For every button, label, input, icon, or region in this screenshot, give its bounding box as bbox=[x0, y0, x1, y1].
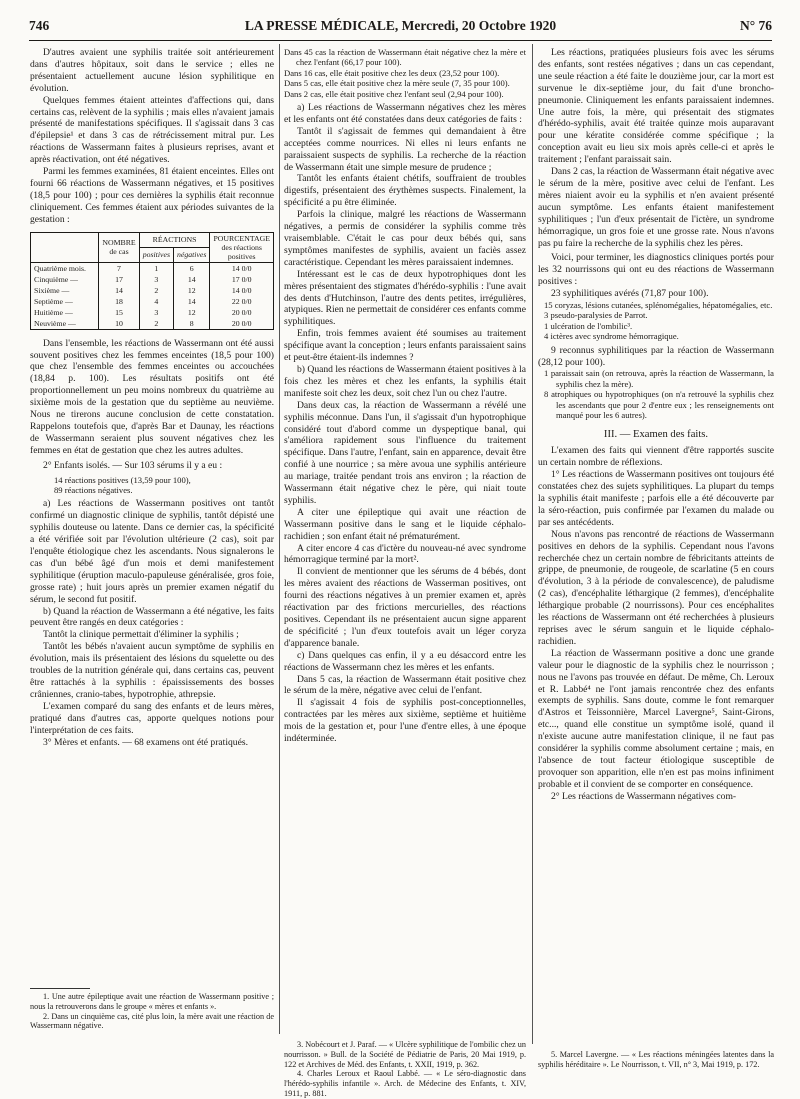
paragraph: b) Quand les réactions de Wassermann étaient positives à la fois chez les mères et chez les enfants, la syphilis était manifeste soit chez les deux, soit chez l'un ou chez l'autre. bbox=[284, 363, 526, 399]
table-header-reactions: RÉACTIONS bbox=[139, 232, 210, 247]
paragraph: 1° Les réactions de Wassermann positives ont toujours été constatées chez des sujets syphilitiques. La plupart du temps la syphilis était manifeste ; parfois elle a été découverte par la séro-réaction, puis confirmée par l'examen du malade ou par ses antécédents. bbox=[538, 469, 774, 528]
table-header-neg: négatives bbox=[173, 247, 209, 262]
footnote: 4. Charles Leroux et Raoul Labbé. — « Le séro-diagnostic dans l'hérédo-syphilis infantile ». Arch. de Médecine des Enfants, t. XIV, 1911, p. 881. bbox=[284, 1069, 526, 1098]
list-item: Dans 2 cas, elle était positive chez l'enfant seul (2,94 pour 100). bbox=[284, 88, 504, 99]
list-item: 4 ictères avec syndrome hémorragique. bbox=[544, 331, 679, 342]
paragraph: Parmi les femmes examinées, 81 étaient enceintes. Elles ont fourni 66 réactions de Wassermann négatives, et 15 positives (18,5 pour 100) ; pour ces dernières la syphilis était reconnue cliniquement. Ces femmes étaient aux périodes suivantes de la gestation : bbox=[30, 166, 274, 225]
list-item: 1 paraissait sain (on retrouva, après la réaction de Wassermann, la syphilis chez la mère). bbox=[544, 368, 774, 389]
list-item: Dans 45 cas la réaction de Wassermann était négative chez la mère et chez l'enfant (66,17 pour 100). bbox=[284, 47, 526, 68]
paragraph: Parfois la clinique, malgré les réactions de Wassermann négatives, a permis de considérer la syphilis comme très vraisemblable. C'était le cas pour deux bébés qui, sans symptômes manifestes de syphilis, avaient un faciès assez caractéristique. Cependant les mères paraissaient indemnes. bbox=[284, 209, 526, 268]
paragraph: Il s'agissait 4 fois de syphilis post-conceptionnelles, contractées par les mères aux sixième, septième et huitième mois de la gestation et, pour l'une d'entre elles, à une époque indéterminée. bbox=[284, 697, 526, 745]
issue-number: N° 76 bbox=[739, 18, 772, 33]
paragraph: A citer encore 4 cas d'ictère du nouveau-né avec syndrome hémorragique terminé par la mort². bbox=[284, 542, 526, 566]
table-row: Septième — 18 4 14 22 0/0 bbox=[31, 296, 274, 307]
table-header-pct: POURCENTAGE des réactions positives bbox=[210, 232, 274, 262]
table-row: Sixième — 14 2 12 14 0/0 bbox=[31, 285, 274, 296]
journal-title: LA PRESSE MÉDICALE, Mercredi, 20 Octobre 1920 bbox=[244, 18, 557, 33]
paragraph: Nous n'avons pas rencontré de réactions de Wassermann positives en dehors de la syphilis. Cependant nous l'avons recherchée chez un certain nombre de fébricitants atteints de grippe, de pneumonie, de rougeole, de scarlatine (5 en cours d'évolution, 3 à la période de convalescence), de paludisme (2 cas), d'encéphalite léthargique (2 femmes), d'encéphalite léthargique probable (2 nourrissons). Pour ces encéphalites les réactions de Wassermann ont été recherchées à plusieurs reprises avec le sérum sanguin et le liquide céphalo-rachidien. bbox=[538, 528, 774, 647]
paragraph: b) Quand la réaction de Wassermann a été négative, les faits peuvent être rangés en deux catégories : bbox=[30, 605, 274, 629]
table-row: Cinquième — 17 3 14 17 0/0 bbox=[31, 274, 274, 285]
paragraph: L'examen des faits qui viennent d'être rapportés suscite un certain nombre de réflexions. bbox=[538, 445, 774, 469]
paragraph: Dans 5 cas, la réaction de Wassermann était positive chez le sérum de la mère, négative avec celui de l'enfant. bbox=[284, 673, 526, 697]
footnotes-col3 bbox=[538, 1050, 774, 1082]
paragraph: La réaction de Wassermann positive a donc une grande valeur pour le diagnostic de la syphilis chez le nourrisson ; nous ne l'avons pas trouvée en défaut. De même, Ch. Leroux et R. Labbé⁴ ne l'ont jamais rencontrée chez des enfants exempts de syphilis. Sans doute, comme le font remarquer d'Astros et Teissonnière, Marcel Lavergne⁵, Saint-Girons, etc..., quand elle constitue un symptôme isolé, quand il n'existe aucune autre manifestation clinique, il ne faut pas considérer la syphilis comme absolument certaine ; mais, en l'absence de tout facteur étiologique susceptible de provoquer son apparition, elle n'en est pas moins infiniment probable et il convient de se comporter en conséquence. bbox=[538, 647, 774, 790]
paragraph: a) Les réactions de Wassermann positives ont tantôt confirmé un diagnostic clinique de syphilis, tantôt dépisté une syphilis douteuse ou latente. Dans ce dernier cas, la spécificité a été vérifiée soit par l'évolution ultérieure (2 cas), soit par l'enquête étiologique chez les ascendants. Nous signalerons le cas d'un bébé âgé d'un mois et demi manifestement syphilitique (éruption maculo-papuleuse généralisée, gros foie, grosse rate) ; huit jours après un premier examen négatif du sérum, le second fut positif. bbox=[30, 498, 274, 605]
page-header bbox=[29, 18, 772, 41]
paragraph: Intéressant est le cas de deux hypotrophiques dont les mères présentaient des stigmates d'hérédo-syphilis : l'une avait des dents d'Hutchinson, l'autre des dents petites, irrégulières, atypiques. Rien ne permettait de considérer ces enfants comme syphilitiques. bbox=[284, 268, 526, 328]
page-number: 746 bbox=[29, 18, 50, 33]
gestation-table bbox=[30, 232, 274, 330]
column-divider bbox=[532, 44, 533, 1044]
table-row: Huitième — 15 3 12 20 0/0 bbox=[31, 307, 274, 318]
paragraph: c) Dans quelques cas enfin, il y a eu désaccord entre les réactions de Wassermann chez les mères et les enfants. bbox=[284, 649, 526, 673]
list-item: 15 coryzas, lésions cutanées, splénomégalies, hépatomégalies, etc. bbox=[544, 300, 773, 311]
paragraph: Quelques femmes étaient atteintes d'affections qui, dans certains cas, relèvent de la syphilis ; mais elles n'avaient jamais présenté de manifestations spécifiques. Il s'agissait dans 3 cas d'épilepsie¹ et dans 3 cas de rétrécissement mitral pur. Les réactions de Wassermann faites à plusieurs reprises, avant et après réactivation, ont été négatives. bbox=[30, 94, 274, 166]
column-3 bbox=[538, 47, 774, 1047]
paragraph: 2° Les réactions de Wassermann négatives com- bbox=[551, 790, 737, 802]
paragraph: 3° Mères et enfants. — 68 examens ont été pratiqués. bbox=[43, 736, 248, 748]
section-heading: III. — Examen des faits. bbox=[603, 428, 709, 440]
list-item: Dans 16 cas, elle était positive chez les deux (23,52 pour 100). bbox=[284, 67, 500, 78]
paragraph: Enfin, trois femmes avaient été soumises au traitement spécifique avant la conception ; leurs enfants paraissaient sains et peut-être étaient-ils indemnes ? bbox=[284, 328, 526, 364]
column-1 bbox=[30, 47, 274, 987]
footnote: 1. Une autre épileptique avait une réaction de Wassermann positive ; nous la retrouverons dans le groupe « mères et enfants ». bbox=[30, 992, 274, 1011]
table-header-pos: positives bbox=[139, 247, 173, 262]
paragraph: L'examen comparé du sang des enfants et de leurs mères, pratiqué dans d'autres cas, apporte quelques notions pour l'interprétation de ces faits. bbox=[30, 700, 274, 736]
list-item: 8 atrophiques ou hypotrophiques (on n'a retrouvé la syphilis chez les ascendants que pour 2 d'entre eux ; les renseignements ont manqué pour les 6 autres). bbox=[544, 389, 774, 421]
paragraph: a) Les réactions de Wassermann négatives chez les mères et les enfants ont été constatées dans deux catégories de faits : bbox=[284, 102, 526, 125]
column-divider bbox=[279, 44, 280, 1034]
paragraph: Tantôt les enfants étaient chétifs, souffraient de troubles digestifs, présentaient des érythèmes suspects. Finalement, la spécificité a pu être éliminée. bbox=[284, 173, 526, 209]
list-item: 14 réactions positives (13,59 pour 100), bbox=[54, 474, 191, 485]
footnotes-col2 bbox=[284, 1040, 526, 1098]
paragraph: 2° Enfants isolés. — Sur 103 sérums il y a eu : bbox=[43, 459, 223, 471]
paragraph: Dans deux cas, la réaction de Wassermann a révélé une syphilis méconnue. Dans l'un, il s'agissait d'un hypotrophique considéré tout d'abord comme un dyspeptique banal, qui s'améliora rapidement sous l'influence du traitement spécifique. Dans l'autre, l'enfant, sain en apparence, devait être confié à une nourrice ; sa mère avoua une syphilis antérieure au mariage, traitée pendant trois ans environ ; la réaction de Wassermann était négative chez le père, qui niait toute syphilis. bbox=[284, 399, 526, 506]
table-header-nombre: NOMBRE de cas bbox=[99, 232, 139, 262]
footnote: 5. Marcel Lavergne. — « Les réactions méningées latentes dans la syphilis héréditaire ». Le Nourrisson, t. VII, n° 3, Mai 1919, p. 172. bbox=[538, 1050, 774, 1069]
list-item: 89 réactions négatives. bbox=[54, 484, 133, 495]
paragraph: Il convient de mentionner que les sérums de 4 bébés, dont les mères avaient des réactions de Wasserman positives, ont fourni des réactions négatives à un premier examen et, après réactivation par des frictions mercurielles, des réactions positives. Cependant ils ne présentaient aucun signe apparent de spécificité ; l'un d'eux toutefois avait un léger coryza d'apparence banale. bbox=[284, 566, 526, 649]
paragraph: D'autres avaient une syphilis traitée soit antérieurement dans d'autres hôpitaux, soit dans le service ; elles ne présentaient actuellement aucune lésion syphilitique en évolution. bbox=[30, 47, 274, 94]
column-2 bbox=[284, 47, 526, 1037]
paragraph: Tantôt la clinique permettait d'éliminer la syphilis ; bbox=[43, 629, 239, 641]
table-row: Quatrième mois. 7 1 6 14 0/0 bbox=[31, 262, 274, 274]
paragraph: 23 syphilitiques avérés (71,87 pour 100). bbox=[551, 288, 709, 300]
paragraph: Tantôt il s'agissait de femmes qui demandaient à être acceptées comme nourrices. Ni elles ni leurs enfants ne paraissaient suspects de syphilis. La recherche de la réaction de Wassermann était une simple mesure de prudence ; bbox=[284, 125, 526, 173]
paragraph: A citer une épileptique qui avait une réaction de Wassermann positive dans le sang et le liquide céphalo-rachidien ; son enfant était né prématurément. bbox=[284, 506, 526, 542]
list-item: 1 ulcération de l'ombilic³. bbox=[544, 320, 633, 331]
list-item: 3 pseudo-paralysies de Parrot. bbox=[544, 310, 648, 321]
footnotes-col1 bbox=[30, 992, 274, 1072]
paragraph: Dans 2 cas, la réaction de Wassermann était négative avec le sérum de la mère, positive avec celui de l'enfant. Les mères niaient avoir eu la syphilis et n'en avaient présenté aucun symptôme. Les enfants étaient manifestement syphilitiques ; l'un d'eux présentait de l'ictère, un syndrome hémorragique, un gros foie et une grosse rate. Nous n'avons pas pu faire la recherche de la syphilis chez les pères. bbox=[538, 166, 774, 249]
paragraph: Tantôt les bébés n'avaient aucun symptôme de syphilis en évolution, mais ils présentaient des lésions du squelette ou des troubles de la nutrition générale qui, dans certains cas, peuvent être rattachés à la syphilis : épaississements des bosses crâniennes, cranio-tabes, hypotrophie, athrepsie. bbox=[30, 641, 274, 700]
paragraph: Les réactions, pratiquées plusieurs fois avec les sérums des enfants, sont restées négatives ; dans un cas cependant, une seule réaction a été faite le douzième jour, car la mort est survenue le dix-septième jour, du fait d'une broncho-pneumonie. Cliniquement les enfants paraissaient indemnes. Une autre fois, la mère, qui présentait des stigmates d'hérédo-syphilis, avait été traitée quinze mois auparavant pour une kératite considérée comme spécifique ; la conception avait eu lieu six mois après celle-ci et après le traitement ; l'enfant paraissait sain. bbox=[538, 47, 774, 166]
paragraph: Voici, pour terminer, les diagnostics cliniques portés pour les 32 nourrissons qui ont eu des réactions de Wassermann positives : bbox=[538, 252, 774, 288]
footnote: 2. Dans un cinquième cas, cité plus loin, la mère avait une réaction de Wassermann négative. bbox=[30, 1011, 274, 1031]
paragraph: Dans l'ensemble, les réactions de Wassermann ont été aussi souvent positives chez les femmes enceintes (18,5 pour 100) que chez l'ensemble des femmes enceintes ou accouchées (18,84 p. 100). Les résultats positifs ont été proportionnellement un peu moins nombreux du quatrième au sixième mois de la gestation que du septième au neuvième. Nous ne tirerons aucune conclusion de cette constatation. Rappelons toutefois que, d'après Bar et Daunay, les réactions de Wassermann seraient plus souvent négatives chez les femmes en état de gestation que chez les autres adultes. bbox=[30, 337, 274, 456]
table-row: Neuvième — 10 2 8 20 0/0 bbox=[31, 318, 274, 330]
footnote: 3. Nobécourt et J. Paraf. — « Ulcère syphilitique de l'ombilic chez un nourrisson. » Bull. de la Société de Pédiatrie de Paris, 20 Mai 1919, p. 122 et Archives de Méd. des Enfants, t. XXII, 1919, p. 362. bbox=[284, 1040, 526, 1069]
paragraph: 9 reconnus syphilitiques par la réaction de Wassermann (28,12 pour 100). bbox=[538, 344, 774, 368]
footnote-rule bbox=[30, 988, 90, 989]
list-item: Dans 5 cas, elle était positive chez la mère seule (7, 35 pour 100). bbox=[284, 78, 510, 89]
